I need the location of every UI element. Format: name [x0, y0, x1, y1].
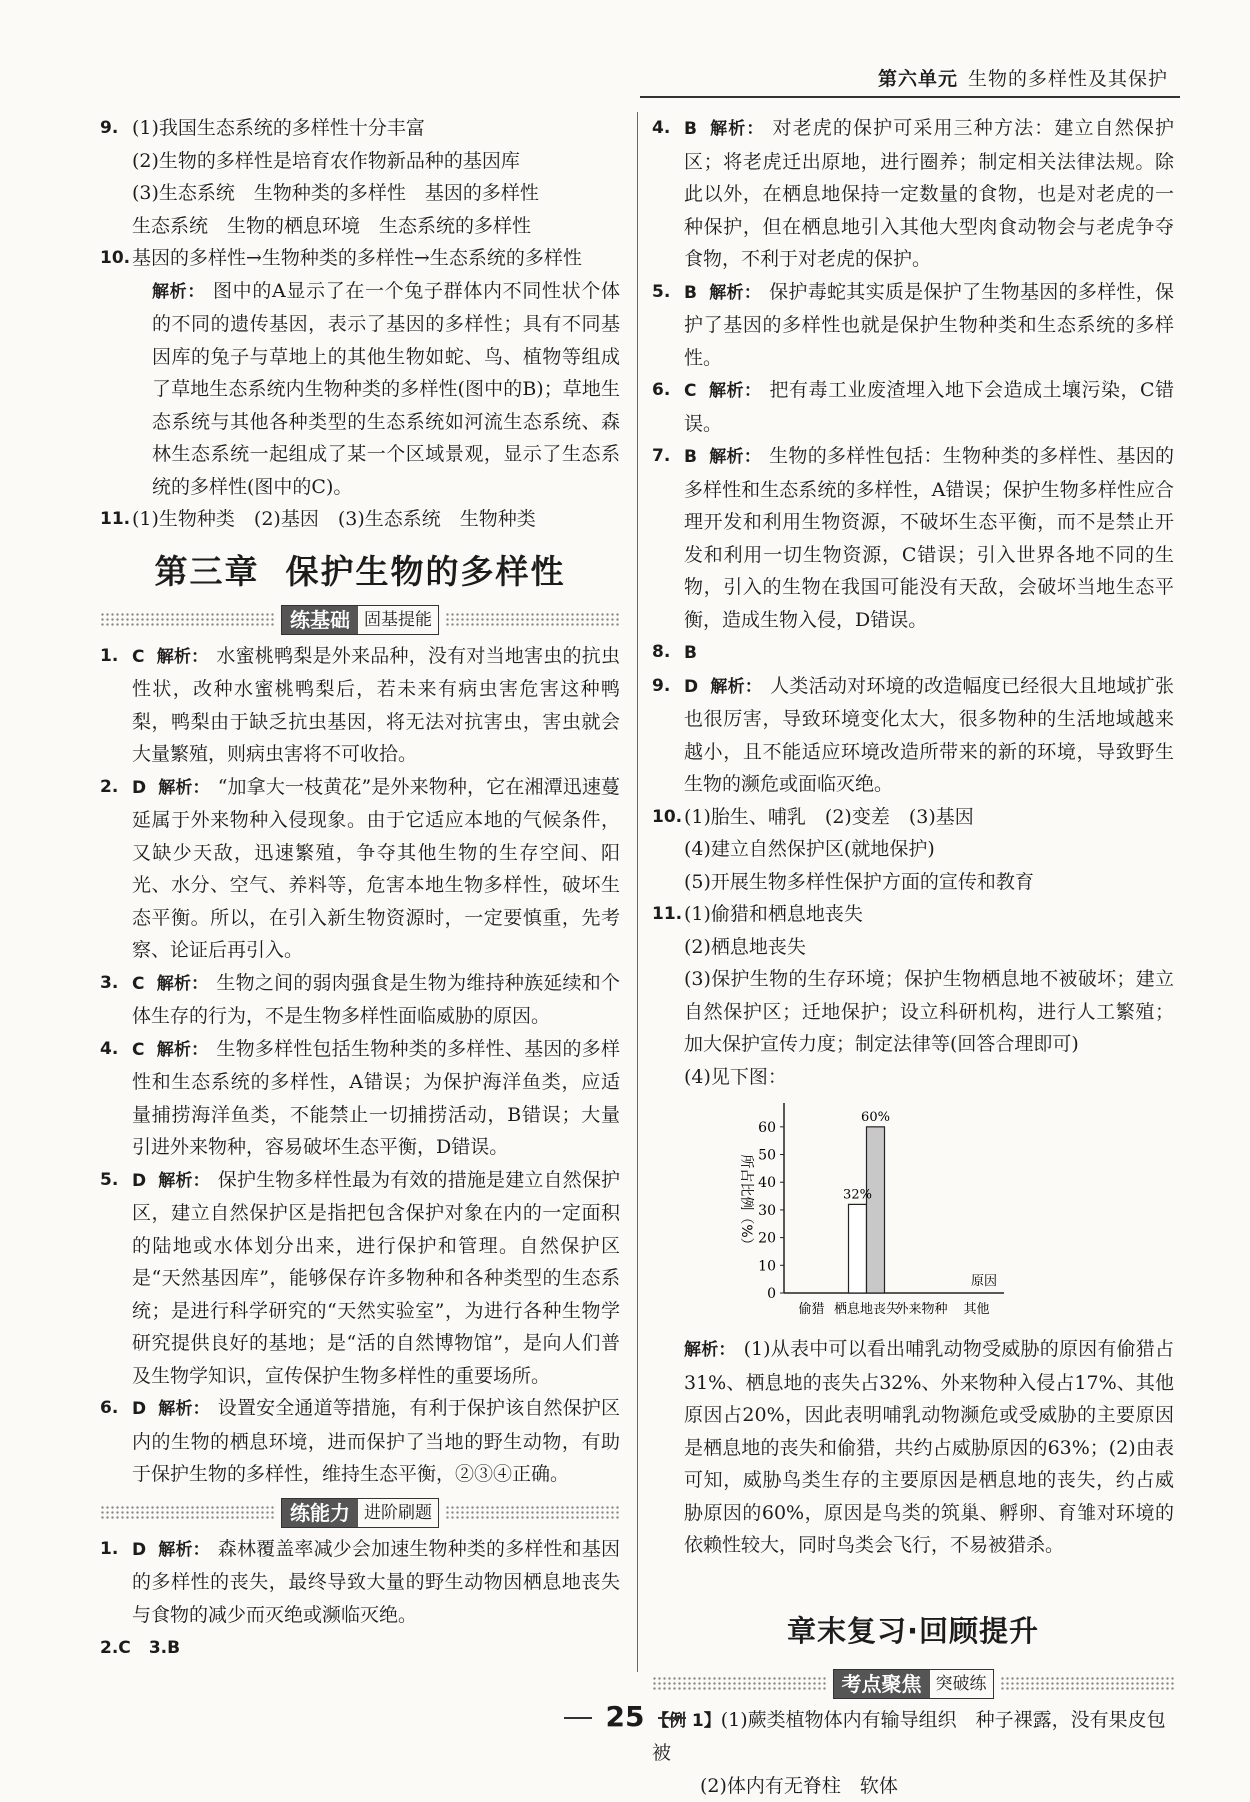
y-tick-label: 0	[767, 1286, 776, 1302]
answer-item	[100, 1533, 620, 1632]
answer-text: 基因的多样性→生物种类的多样性→生态系统的多样性	[132, 242, 620, 275]
item-number: 3.	[100, 967, 118, 1000]
unit-label: 第六单元	[878, 68, 958, 90]
dotted-rule	[100, 612, 275, 628]
item-number: 6.	[100, 1392, 118, 1425]
answer-item	[652, 276, 1174, 375]
dotted-rule	[652, 1676, 827, 1692]
answer-line: (1)偷猎和栖息地丧失	[684, 898, 1174, 931]
y-tick-label: 50	[758, 1148, 776, 1164]
answer-letter: C	[132, 1040, 144, 1060]
item-number: 9.	[652, 670, 670, 703]
explanation-text: “加拿大一枝黄花”是外来物种，它在湘潭迅速蔓延属于外来物种入侵现象。由于它适应本地的气候条件，又缺少天敌，迅速繁殖，争夺其他生物的生存空间、阳光、水分、空气、养料等，危害本地生物多样性，破坏生态平衡。所以，在引入新生物资源时，一定要慎重，先考察、论证后再引入。	[132, 776, 620, 962]
y-tick-label: 10	[758, 1258, 776, 1274]
review-title: 章末复习·回顾提升	[652, 1610, 1174, 1652]
banner-title: 考点聚焦	[834, 1670, 930, 1698]
answer-item	[652, 112, 1174, 276]
dotted-rule	[445, 1505, 620, 1521]
answer-line: (2)生物的多样性是培育农作物新品种的基因库	[132, 145, 620, 178]
answer-item-9	[100, 112, 620, 242]
left-column	[100, 112, 620, 1665]
answer-line: (1)我国生态系统的多样性十分丰富	[132, 112, 620, 145]
answer-letter: B	[684, 447, 697, 467]
answer-letter: B	[684, 643, 697, 663]
answer-item-2-3	[100, 1631, 620, 1665]
explanation-label: 解析：	[158, 778, 210, 798]
item-number: 7.	[652, 440, 670, 473]
answer-item	[100, 1164, 620, 1393]
answer-item	[652, 374, 1174, 440]
data-label: 60%	[861, 1110, 890, 1125]
bar-chart	[712, 1093, 1012, 1333]
item-number: 11.	[652, 898, 682, 931]
explanation-text: 生物多样性包括生物种类的多样性、基因的多样性和生态系统的多样性，A错误；为保护海洋鱼类，应适量捕捞海洋鱼类，不能禁止一切捕捞活动，B错误；大量引进外来物种，容易破坏生态平衡，D错误。	[132, 1038, 620, 1159]
explanation-text: 设置安全通道等措施，有利于保护该自然保护区内的生物的栖息环境，进而保护了当地的野生动物，有助于保护生物的多样性，维持生态平衡，②③④正确。	[132, 1397, 620, 1485]
answer-item	[100, 640, 620, 771]
explanation-text: 人类活动对环境的改造幅度已经很大且地域扩张也很厉害，导致环境变化太大，很多物种的生活地域越来越小，且不能适应环境改造所带来的新的环境，导致野生生物的濒危或面临灭绝。	[684, 675, 1174, 796]
chapter-name: 保护生物的多样性	[286, 552, 566, 591]
answer-letter: D	[132, 778, 146, 798]
explanation-label: 解析：	[709, 283, 761, 303]
explanation-label: 解析：	[152, 282, 205, 302]
explanation-text: 对老虎的保护可采用三种方法：建立自然保护区；将老虎迁出原地，进行圈养；制定相关法律法规。除此以外，在栖息地保持一定数量的食物，也是对老虎的一种保护，但在栖息地引入其他大型肉食动物会与老虎争夺食物，不利于对老虎的保护。	[684, 117, 1174, 270]
right-answer-list	[652, 112, 1174, 801]
answer-item-11r	[652, 898, 1174, 1093]
answer-line: (5)开展生物多样性保护方面的宣传和教育	[684, 866, 1174, 899]
explanation-label: 解析：	[708, 381, 761, 401]
explanation-label: 解析：	[156, 1040, 208, 1060]
item-number: 4.	[100, 1033, 118, 1066]
dotted-rule	[445, 612, 620, 628]
explanation-text: 森林覆盖率减少会加速生物种类的多样性和基因的多样性的丧失，最终导致大量的野生动物因栖息地丧失与食物的减少而灭绝或濒临灭绝。	[132, 1538, 620, 1626]
answer-line: (4)见下图：	[684, 1061, 1174, 1094]
item-number: 9.	[100, 112, 118, 145]
answer-letter: C	[684, 381, 696, 401]
x-tick-label: 栖息地丧失	[834, 1301, 899, 1317]
answer-line: (4)建立自然保护区(就地保护)	[684, 833, 1174, 866]
item-number: 11.	[100, 503, 130, 536]
y-tick-label: 30	[758, 1203, 776, 1219]
answer-text: (1)生物种类 (2)基因 (3)生态系统 生物种类	[132, 503, 620, 536]
y-axis-label: 所占比例（%）	[738, 1154, 755, 1251]
item-number: 6.	[652, 374, 670, 407]
answer-item	[100, 771, 620, 967]
answer-item	[652, 440, 1174, 636]
answer-line: (1)胎生、哺乳 (2)变差 (3)基因	[684, 801, 1174, 834]
threat-chart	[712, 1093, 1174, 1333]
x-axis-label: 原因	[971, 1274, 997, 1289]
answer-line: (3)生态系统 生物种类的多样性 基因的多样性	[132, 177, 620, 210]
explanation-label: 解析：	[709, 447, 761, 467]
explanation-text: 保护毒蛇其实质是保护了生物基因的多样性，保护了基因的多样性也就是保护生物种类和生态系统的多样性。	[684, 281, 1174, 369]
answer-letter: D	[132, 1171, 146, 1191]
answer-line: (1)蕨类植物体内有输导组织 种子裸露，没有果皮包被	[652, 1709, 1166, 1765]
banner-title: 练基础	[282, 606, 358, 634]
item-number: 1.	[100, 640, 118, 673]
chapter-title	[100, 548, 620, 596]
answer-item	[652, 670, 1174, 801]
answer-item	[652, 636, 1174, 670]
banner-subtitle: 进阶刷题	[358, 1499, 438, 1527]
explanation-label: 解析：	[710, 677, 762, 697]
explanation-label: 解析：	[158, 1171, 210, 1191]
answer-item	[100, 967, 620, 1033]
answer-letter: B	[684, 283, 697, 303]
x-tick-label: 其他	[963, 1301, 989, 1317]
item-number: 10.	[652, 801, 682, 834]
bar-60	[867, 1127, 885, 1293]
answer-line: (2)体内有无脊柱 软体	[652, 1770, 1174, 1802]
explanation-label: 解析：	[156, 974, 208, 994]
answer-item	[100, 1392, 620, 1491]
explanation-text: 水蜜桃鸭梨是外来品种，没有对当地害虫的抗虫性状，改种水蜜桃鸭梨后，若未来有病虫害危害这种鸭梨，鸭梨由于缺乏抗虫基因，将无法对抗害虫，害虫就会大量繁殖，则病虫害将不可收拾。	[132, 645, 620, 766]
item-number: 4.	[652, 112, 670, 145]
example-label: 【例 1】	[652, 1711, 721, 1731]
item-number: 10.	[100, 242, 130, 275]
page-number: 25	[0, 1700, 1250, 1733]
explanation-10	[100, 275, 620, 504]
explanation-label: 解析：	[158, 1399, 210, 1419]
answer-line: 生态系统 生物的栖息环境 生态系统的多样性	[132, 210, 620, 243]
answer-letter: C	[118, 1638, 130, 1658]
y-tick-label: 40	[758, 1175, 776, 1191]
answer-letter: D	[132, 1540, 146, 1560]
explanation-label: 解析：	[709, 119, 765, 139]
unit-title: 生物的多样性及其保护	[968, 68, 1168, 90]
y-tick-label: 20	[758, 1231, 776, 1247]
x-tick-label: 偷猎	[798, 1301, 824, 1317]
banner-subtitle: 固基提能	[358, 606, 438, 634]
running-header	[878, 64, 1168, 91]
item-number: 1.	[100, 1533, 118, 1566]
item-number: 8.	[652, 636, 670, 669]
x-tick-label: 外来物种	[895, 1301, 947, 1317]
explanation-text: 把有毒工业废渣埋入地下会造成土壤污染，C错误。	[684, 379, 1174, 435]
answer-item-11	[100, 503, 620, 536]
section-banner-focus	[652, 1668, 1174, 1700]
right-column	[652, 112, 1174, 1802]
explanation-text: 图中的A显示了在一个兔子群体内不同性状个体的不同的遗传基因，表示了基因的多样性；具有不同基因库的兔子与草地上的其他生物如蛇、鸟、植物等组成了草地生态系统内生物种类的多样性(图中的B)；草地生态系统与其他各种类型的生态系统如河流生态系统、森林生态系统一起组成了某一个区域景观，显示了生态系统的多样性(图中的C)。	[152, 280, 620, 498]
answer-item-10	[100, 242, 620, 275]
dotted-rule	[1000, 1676, 1175, 1692]
explanation-text: 生物之间的弱肉强食是生物为维持种族延续和个体生存的行为，不是生物多样性面临威胁的原因。	[132, 972, 620, 1028]
section-banner-basic	[100, 604, 620, 636]
banner-subtitle: 突破练	[930, 1670, 993, 1698]
answer-line: (2)栖息地丧失	[684, 931, 1174, 964]
answer-letter: B	[167, 1638, 180, 1658]
answer-item-10r	[652, 801, 1174, 899]
explanation-text: (1)从表中可以看出哺乳动物受威胁的原因有偷猎占31%、栖息地的丧失占32%、外来物种入侵占17%、其他原因占20%，因此表明哺乳动物濒危或受威胁的主要原因是栖息地的丧失和偷猎，共约占威胁原因的63%；(2)由表可知，威胁鸟类生存的主要原因是栖息地的丧失，约占威胁原因的60%，原因是鸟类的筑巢、孵卵、育雏对环境的依赖性较大，同时鸟类会飞行，不易被猎杀。	[684, 1338, 1174, 1556]
explanation-text: 生物的多样性包括：生物种类的多样性、基因的多样性和生态系统的多样性，A错误；保护生物多样性应合理开发和利用生物资源，不破坏生态平衡，而不是禁止开发和利用一切生物资源，C错误；引入世界各地不同的生物，引入的生物在我国可能没有天敌，会破坏当地生态平衡，造成生物入侵，D错误。	[684, 445, 1174, 631]
chapter-number: 第三章	[155, 552, 260, 591]
explanation-text: 保护生物多样性最为有效的措施是建立自然保护区，建立自然保护区是指把包含保护对象在内的一定面积的陆地或水体划分出来，进行保护和管理。自然保护区是“天然基因库”，能够保存许多物种和各种类型的生态系统；是进行科学研究的“天然实验室”，为进行各种生物学研究提供良好的基地；是“活的自然博物馆”，是向人们普及生物学知识，宣传保护生物多样性的重要场所。	[132, 1169, 620, 1387]
dotted-rule	[100, 1505, 275, 1521]
section-banner-ability	[100, 1497, 620, 1529]
explanation-11r	[652, 1333, 1174, 1562]
y-tick-label: 60	[758, 1120, 776, 1136]
answer-letter: D	[684, 677, 698, 697]
answer-letter: D	[132, 1399, 146, 1419]
item-number: 2.	[100, 771, 118, 804]
item-number: 2.	[100, 1638, 118, 1658]
basic-answer-list	[100, 640, 620, 1491]
banner-title: 练能力	[282, 1499, 358, 1527]
item-number: 5.	[652, 276, 670, 309]
answer-letter: C	[132, 647, 144, 667]
answer-item	[100, 1033, 620, 1164]
bar-32	[849, 1204, 867, 1293]
column-divider	[637, 112, 638, 1672]
answer-line: (3)保护生物的生存环境；保护生物栖息地不被破坏；建立自然保护区；迁地保护；设立科研机构，进行人工繁殖；加大保护宣传力度；制定法律等(回答合理即可)	[684, 963, 1174, 1061]
explanation-label: 解析：	[156, 647, 208, 667]
explanation-label: 解析：	[158, 1540, 210, 1560]
answer-letter: C	[132, 974, 144, 994]
header-rule	[640, 96, 1180, 98]
explanation-label: 解析：	[684, 1340, 736, 1360]
item-number: 3.	[149, 1638, 167, 1658]
data-label: 32%	[843, 1187, 872, 1202]
ability-answer-list	[100, 1533, 620, 1632]
answer-letter: B	[684, 119, 697, 139]
item-number: 5.	[100, 1164, 118, 1197]
